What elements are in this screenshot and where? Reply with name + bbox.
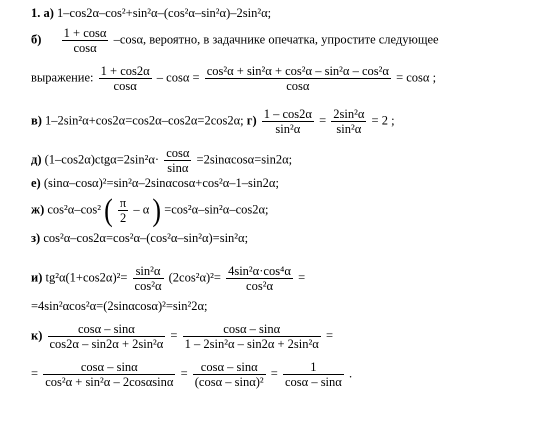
item-k-eq3: =: [180, 366, 188, 381]
item-b-text1: –cosα, вероятно, в задачнике опечатка, упростите следующее: [113, 32, 439, 47]
item-z-expression: cos²α–cos2α=cos²α–(cos²α–sin²α)=sin²α;: [43, 231, 249, 245]
fraction-numerator: cosα – sinα: [77, 322, 135, 336]
item-z-line: [31, 231, 248, 246]
item-d-fraction: [164, 146, 191, 175]
item-b-mid: – cosα =: [156, 70, 200, 85]
item-i-fraction-2: [226, 264, 293, 293]
item-i-line2: [31, 299, 208, 314]
fraction-numerator: cosα – sinα: [223, 322, 281, 336]
item-k-line2: [31, 360, 352, 389]
item-g-label: г): [246, 113, 257, 128]
fraction-numerator: sin²α: [135, 264, 161, 278]
fraction-denominator: cosα: [62, 40, 109, 55]
item-k-fraction-3: [43, 360, 175, 389]
item-a-line: [31, 6, 271, 21]
item-z-label: з): [31, 231, 41, 245]
item-g-fraction-1: [262, 107, 314, 136]
fraction-denominator: (cosα – sinα)²: [194, 375, 264, 389]
item-d-post: =2sinαcosα=sin2α;: [196, 152, 293, 167]
item-k-label: к): [31, 328, 43, 343]
item-b-label: б): [31, 32, 42, 47]
fraction-numerator: 1 + cosα: [63, 26, 107, 40]
item-zh-inner-tail: – α: [133, 202, 150, 217]
item-i-pre: tg²α(1+cos2α)²=: [45, 270, 128, 285]
item-k-fraction-5: [283, 360, 344, 389]
item-i-tail: =: [298, 270, 306, 285]
item-k-lead2: =: [31, 366, 39, 381]
item-d-label: д): [31, 152, 42, 167]
item-k-eq4: =: [270, 366, 278, 381]
right-paren: ): [152, 192, 162, 228]
item-g-fraction-2: [331, 107, 366, 136]
fraction-denominator: sin²α: [262, 121, 314, 136]
item-d-line: [31, 146, 292, 175]
fraction-denominator: cos2α – sin2α + 2sin²α: [49, 337, 164, 351]
item-d-pre: (1–cos2α)ctgα=2sin²α·: [44, 152, 160, 167]
fraction-denominator: cos²α + sin²α – 2cosαsinα: [45, 375, 174, 389]
item-i-label: и): [31, 270, 43, 285]
fraction-numerator: π: [119, 196, 127, 210]
item-k-fraction-4: [193, 360, 266, 389]
fraction-denominator: sinα: [164, 160, 191, 175]
item-k-fraction-2: [183, 322, 321, 351]
item-k-fraction-1: [48, 322, 166, 351]
item-zh-post: =cos²α–sin²α–cos2α;: [164, 202, 269, 217]
item-b-text2: выражение:: [31, 70, 94, 85]
fraction-numerator: cosα – sinα: [200, 360, 258, 374]
item-k-eq2: =: [325, 328, 334, 343]
fraction-denominator: 1 – 2sin²α – sin2α + 2sin²α: [184, 337, 319, 351]
item-b-line1: [31, 26, 439, 55]
fraction-denominator: sin²α: [331, 121, 366, 136]
item-b-fraction-2: [99, 64, 152, 93]
fraction-numerator: cos²α + sin²α + cos²α – sin²α – cos²α: [206, 64, 389, 78]
item-i-mid: (2cos²α)²=: [168, 270, 221, 285]
fraction-numerator: 2sin²α: [333, 107, 365, 121]
fraction-denominator: cosα – sinα: [284, 375, 342, 389]
fraction-denominator: cosα: [99, 78, 152, 93]
item-b-line2: [31, 64, 436, 93]
fraction-numerator: 1 – cos2α: [263, 107, 312, 121]
fraction-denominator: 2: [118, 210, 128, 225]
item-v-expression: 1–2sin²α+cos2α=cos2α–cos2α=2cos2α;: [45, 113, 244, 128]
item-a-expression: 1–cos2α–cos²+sin²α–(cos²α–sin²α)–2sin²α;: [57, 6, 272, 20]
fraction-numerator: 4sin²α·cos⁴α: [228, 264, 291, 278]
item-g-eq: =: [319, 113, 327, 128]
fraction-denominator: cos²α: [134, 279, 162, 293]
left-paren: (: [104, 192, 113, 228]
item-k-end: .: [348, 366, 353, 381]
fraction-denominator: cos²α: [226, 278, 293, 293]
item-k-eq1: =: [170, 328, 178, 343]
item-v-label: в): [31, 113, 42, 128]
fraction-denominator: cosα: [205, 78, 391, 93]
item-zh-line: [31, 192, 269, 228]
item-i-line2-expression: =4sin²αcos²α=(2sinαcosα)²=sin²2α;: [31, 299, 208, 313]
fraction-numerator: cosα – sinα: [80, 360, 138, 374]
fraction-numerator: 1 + cos2α: [100, 64, 150, 78]
item-e-label: е): [31, 176, 41, 190]
item-zh-label: ж): [31, 202, 45, 217]
item-a-label: а): [43, 6, 54, 20]
item-e-line: [31, 176, 279, 191]
fraction-numerator: 1: [310, 360, 317, 374]
item-g-result: = 2 ;: [371, 113, 395, 128]
item-b-result: = cosα ;: [396, 70, 437, 85]
item-b-fraction-1: [62, 26, 109, 55]
item-e-expression: (sinα–cosα)²=sin²α–2sinαcosα+cos²α–1–sin2α;: [43, 176, 279, 190]
item-i-fraction-1: [133, 264, 164, 293]
fraction-numerator: cosα: [166, 146, 190, 160]
item-zh-pre: cos²α–cos²: [47, 202, 101, 217]
item-i-line1: [31, 264, 305, 293]
item-vg-line: [31, 107, 395, 136]
item-k-line1: [31, 322, 333, 351]
item-zh-fraction: [118, 196, 128, 225]
problem-number: 1.: [31, 6, 41, 20]
item-b-fraction-3: [205, 64, 391, 93]
